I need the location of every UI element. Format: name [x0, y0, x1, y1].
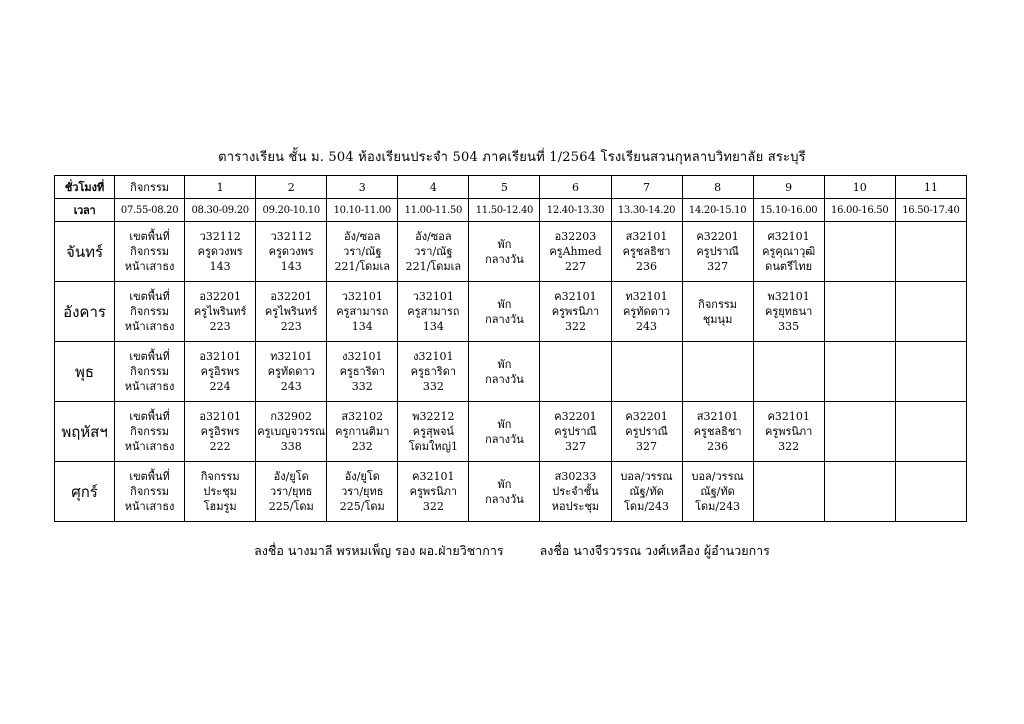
schedule-cell — [185, 462, 256, 522]
day-row — [55, 222, 967, 282]
schedule-cell — [753, 282, 824, 342]
cell-line: หน้าเสาธง — [124, 380, 175, 393]
cell-line: 143 — [280, 260, 302, 273]
period-header: 8 — [682, 176, 753, 199]
cell-line: 221/โดมเล — [405, 260, 462, 273]
day-name: อังคาร — [55, 282, 115, 342]
schedule-cell — [682, 342, 753, 402]
cell-line: กิจกรรม — [130, 305, 170, 318]
cell-line: 322 — [422, 500, 444, 513]
schedule-cell — [895, 462, 966, 522]
day-row — [55, 342, 967, 402]
cell-line: 223 — [209, 320, 231, 333]
period-header: 6 — [540, 176, 611, 199]
cell-line: วรา/ณัฐ — [414, 245, 453, 258]
cell-line: 332 — [422, 380, 444, 393]
cell-line: ง32101 — [342, 350, 383, 363]
cell-line: พัก — [497, 237, 512, 251]
schedule-cell — [256, 342, 327, 402]
cell-line: ประชุม — [203, 485, 237, 498]
schedule-cell — [682, 222, 753, 282]
schedule-cell — [611, 342, 682, 402]
schedule-cell — [185, 402, 256, 462]
cell-line: ว32101 — [341, 290, 383, 303]
cell-line: ครูพรนิภา — [551, 305, 600, 318]
schedule-cell — [540, 282, 611, 342]
cell-line: 327 — [636, 440, 658, 453]
cell-line: 222 — [209, 440, 231, 453]
schedule-cell — [824, 282, 895, 342]
schedule-cell — [824, 222, 895, 282]
cell-line: ครูกานติมา — [335, 425, 390, 438]
cell-line: 236 — [707, 440, 729, 453]
schedule-cell — [256, 402, 327, 462]
cell-line: ครูปราณี — [696, 245, 739, 258]
cell-line: โฮมรูม — [203, 500, 237, 513]
cell-line: กิจกรรม — [130, 365, 170, 378]
period-header: 1 — [185, 176, 256, 199]
cell-line: 134 — [422, 320, 444, 333]
schedule-cell — [895, 342, 966, 402]
cell-line: หน้าเสาธง — [124, 440, 175, 453]
cell-line: โดม/243 — [624, 500, 670, 513]
schedule-cell — [469, 282, 540, 342]
cell-line: ครูสุพจน์ — [412, 425, 454, 438]
cell-line: ว32101 — [412, 290, 454, 303]
schedule-cell — [895, 282, 966, 342]
cell-line: 322 — [564, 320, 586, 333]
cell-line: กลางวัน — [485, 372, 524, 386]
schedule-cell — [398, 222, 469, 282]
cell-line: อ32101 — [199, 350, 241, 363]
schedule-cell — [256, 462, 327, 522]
period-label: ชั่วโมงที่ — [55, 176, 115, 199]
cell-line: กิจกรรม — [130, 485, 170, 498]
cell-line: 227 — [564, 260, 586, 273]
schedule-cell — [824, 462, 895, 522]
cell-line: วรา/ยุทธ — [270, 485, 313, 498]
period-header: 5 — [469, 176, 540, 199]
cell-line: 225/โดม — [268, 500, 314, 513]
cell-line: ครูธาริดา — [410, 365, 457, 378]
schedule-cell — [824, 402, 895, 462]
schedule-cell — [753, 402, 824, 462]
schedule-cell — [185, 222, 256, 282]
cell-line: พัก — [497, 297, 512, 311]
cell-line: หน้าเสาธง — [124, 320, 175, 333]
schedule-cell — [753, 462, 824, 522]
cell-line: ณัฐ/ทัด — [700, 485, 735, 498]
signature-director: ลงชื่อ นางจีรวรรณ วงศ์เหลือง ผู้อำนวยการ — [539, 543, 770, 558]
schedule-cell — [185, 282, 256, 342]
schedule-cell — [185, 342, 256, 402]
cell-line: 327 — [564, 440, 586, 453]
cell-line: กลางวัน — [485, 252, 524, 266]
cell-line: ประจำชั้น — [552, 485, 599, 498]
cell-line: บอล/วรรณ — [691, 470, 744, 483]
cell-line: ครูทัดดาว — [267, 365, 315, 378]
cell-line: เขตพื้นที่ — [129, 290, 170, 303]
cell-line: ครูชลธิชา — [693, 425, 742, 438]
cell-line: 243 — [636, 320, 658, 333]
cell-line: ครูพรนิภา — [409, 485, 458, 498]
schedule-cell — [398, 282, 469, 342]
cell-line: กลางวัน — [485, 492, 524, 506]
cell-line: ส32101 — [625, 230, 668, 243]
cell-line: โดมใหญ่1 — [408, 440, 458, 453]
cell-line: ครูชลธิชา — [622, 245, 671, 258]
schedule-cell — [398, 402, 469, 462]
cell-line: อ32101 — [199, 410, 241, 423]
day-name: พุธ — [55, 342, 115, 402]
cell-line: 225/โดม — [339, 500, 385, 513]
cell-line: ส32102 — [341, 410, 384, 423]
schedule-cell — [256, 222, 327, 282]
cell-line: เขตพื้นที่ — [129, 470, 170, 483]
period-header: 3 — [327, 176, 398, 199]
cell-line: 332 — [351, 380, 373, 393]
schedule-cell — [469, 222, 540, 282]
schedule-cell — [611, 402, 682, 462]
cell-line: ครูอิรพร — [200, 365, 240, 378]
cell-line: ส30233 — [554, 470, 597, 483]
cell-line: กลางวัน — [485, 312, 524, 326]
day-name: จันทร์ — [55, 222, 115, 282]
page-title: ตารางเรียน ชั้น ม. 504 ห้องเรียนประจำ 504 ภาคเรียนที่ 1/2564 โรงเรียนสวนกุหลาบวิทยาลัย สระบุรี — [218, 150, 806, 165]
schedule-cell — [327, 342, 398, 402]
cell-line: ดนตรีไทย — [765, 260, 813, 273]
cell-line: ค32101 — [554, 290, 597, 303]
cell-line: ครูเบญจวรรณ — [257, 425, 326, 438]
time-slot: 16.50-17.40 — [895, 199, 966, 222]
schedule-cell — [753, 222, 824, 282]
cell-line: เขตพื้นที่ — [129, 410, 170, 423]
cell-line: ค32201 — [554, 410, 597, 423]
time-slot: 09.20-10.10 — [256, 199, 327, 222]
schedule-cell — [327, 222, 398, 282]
schedule-cell — [115, 462, 185, 522]
cell-line: ส32101 — [696, 410, 739, 423]
period-header: 11 — [895, 176, 966, 199]
cell-line: หน้าเสาธง — [124, 500, 175, 513]
schedule-cell — [824, 342, 895, 402]
cell-line: ค32101 — [767, 410, 810, 423]
timetable — [54, 175, 967, 522]
cell-line: บอล/วรรณ — [620, 470, 673, 483]
schedule-cell — [895, 402, 966, 462]
period-header: 9 — [753, 176, 824, 199]
schedule-cell — [115, 282, 185, 342]
cell-line: 134 — [351, 320, 373, 333]
cell-line: ครูยุทธนา — [764, 305, 813, 318]
cell-line: พัก — [497, 477, 512, 491]
cell-line: อ32203 — [554, 230, 597, 243]
schedule-cell — [327, 282, 398, 342]
cell-line: 243 — [280, 380, 302, 393]
cell-line: ครูปราณี — [554, 425, 597, 438]
time-row — [55, 199, 967, 222]
day-row — [55, 462, 967, 522]
cell-line: 143 — [209, 260, 231, 273]
cell-line: กิจกรรม — [130, 425, 170, 438]
cell-line: อัง/ซอล — [415, 230, 452, 243]
cell-line: วรา/ณัฐ — [343, 245, 382, 258]
cell-line: ท32101 — [625, 290, 668, 303]
cell-line: ว32112 — [199, 230, 241, 243]
cell-line: ครูธาริดา — [339, 365, 385, 378]
cell-line: ก32902 — [270, 410, 313, 423]
cell-line: อ32201 — [270, 290, 313, 303]
cell-line: กิจกรรม — [698, 297, 738, 311]
cell-line: อัง/ซอล — [344, 230, 381, 243]
day-name: พฤหัสฯ — [55, 402, 115, 462]
cell-line: ชุมนุม — [702, 312, 733, 326]
time-slot: 16.00-16.50 — [824, 199, 895, 222]
time-slot: 10.10-11.00 — [327, 199, 398, 222]
cell-line: ครูปราณี — [625, 425, 668, 438]
time-slot: 11.50-12.40 — [469, 199, 540, 222]
cell-line: หอประชุม — [551, 500, 600, 513]
cell-line: ครูAhmed — [549, 245, 602, 258]
period-header: 2 — [256, 176, 327, 199]
schedule-cell — [115, 222, 185, 282]
schedule-cell — [115, 402, 185, 462]
cell-line: 236 — [636, 260, 658, 273]
time-slot: 12.40-13.30 — [540, 199, 611, 222]
cell-line: ค32101 — [412, 470, 455, 483]
schedule-cell — [398, 462, 469, 522]
time-slot: 14.20-15.10 — [682, 199, 753, 222]
time-slot: 08.30-09.20 — [185, 199, 256, 222]
period-header: 4 — [398, 176, 469, 199]
time-label: เวลา — [55, 199, 115, 222]
period-header: 10 — [824, 176, 895, 199]
cell-line: ครูสามารถ — [407, 305, 460, 318]
cell-line: ครูพรนิภา — [764, 425, 813, 438]
schedule-cell — [611, 462, 682, 522]
day-row — [55, 402, 967, 462]
schedule-cell — [540, 342, 611, 402]
time-slot: 07.55-08.20 — [115, 199, 185, 222]
cell-line: ครูดวงพร — [197, 245, 243, 258]
cell-line: ครูสามารถ — [336, 305, 389, 318]
signature-academic-deputy: ลงชื่อ นางมาลี พรหมเพ็ญ รอง ผอ.ฝ่ายวิชาการ — [254, 543, 504, 558]
cell-line: ครูไพรินทร์ — [264, 305, 318, 318]
cell-line: พัก — [497, 357, 512, 371]
cell-line: กิจกรรม — [200, 470, 240, 483]
cell-line: ง32101 — [413, 350, 454, 363]
day-row — [55, 282, 967, 342]
cell-line: พ32101 — [767, 290, 810, 303]
cell-line: ท32101 — [270, 350, 313, 363]
cell-line: 322 — [778, 440, 800, 453]
cell-line: อ32201 — [199, 290, 241, 303]
time-slot: 15.10-16.00 — [753, 199, 824, 222]
period-header: กิจกรรม — [115, 176, 185, 199]
schedule-cell — [682, 282, 753, 342]
cell-line: ครูคุณาวุฒิ — [762, 245, 816, 258]
period-header: 7 — [611, 176, 682, 199]
time-slot: 11.00-11.50 — [398, 199, 469, 222]
schedule-cell — [398, 342, 469, 402]
cell-line: ณัฐ/ทัด — [629, 485, 664, 498]
schedule-cell — [115, 342, 185, 402]
cell-line: ครูทัดดาว — [622, 305, 671, 318]
schedule-cell — [895, 222, 966, 282]
time-slot: 13.30-14.20 — [611, 199, 682, 222]
schedule-cell — [611, 282, 682, 342]
cell-line: 232 — [351, 440, 373, 453]
schedule-cell — [540, 462, 611, 522]
cell-line: 221/โดมเล — [334, 260, 391, 273]
cell-line: กิจกรรม — [130, 245, 170, 258]
cell-line: เขตพื้นที่ — [129, 230, 170, 243]
cell-line: พัก — [497, 417, 512, 431]
schedule-cell — [327, 462, 398, 522]
cell-line: วรา/ยุทธ — [341, 485, 384, 498]
cell-line: ค32201 — [625, 410, 668, 423]
schedule-cell — [540, 402, 611, 462]
schedule-cell — [682, 402, 753, 462]
cell-line: หน้าเสาธง — [124, 260, 175, 273]
cell-line: กลางวัน — [485, 432, 524, 446]
cell-line: พ32212 — [412, 410, 455, 423]
signature-line — [0, 541, 1024, 561]
cell-line: 335 — [778, 320, 800, 333]
schedule-cell — [682, 462, 753, 522]
schedule-cell — [469, 342, 540, 402]
day-name: ศุกร์ — [55, 462, 115, 522]
schedule-cell — [256, 282, 327, 342]
cell-line: 327 — [707, 260, 729, 273]
cell-line: อัง/ยูโด — [273, 470, 309, 483]
schedule-cell — [469, 462, 540, 522]
cell-line: ครูดวงพร — [268, 245, 314, 258]
schedule-cell — [469, 402, 540, 462]
schedule-cell — [753, 342, 824, 402]
cell-line: ค32201 — [696, 230, 739, 243]
cell-line: ศ32101 — [767, 230, 810, 243]
cell-line: อัง/ยูโด — [344, 470, 380, 483]
cell-line: ว32112 — [270, 230, 312, 243]
cell-line: เขตพื้นที่ — [129, 350, 170, 363]
period-header-row — [55, 176, 967, 199]
cell-line: ครูไพรินทร์ — [193, 305, 247, 318]
cell-line: โดม/243 — [695, 500, 741, 513]
cell-line: 223 — [280, 320, 302, 333]
schedule-cell — [611, 222, 682, 282]
schedule-cell — [327, 402, 398, 462]
cell-line: 338 — [280, 440, 302, 453]
cell-line: 224 — [209, 380, 231, 393]
schedule-cell — [540, 222, 611, 282]
cell-line: ครูอิรพร — [200, 425, 240, 438]
